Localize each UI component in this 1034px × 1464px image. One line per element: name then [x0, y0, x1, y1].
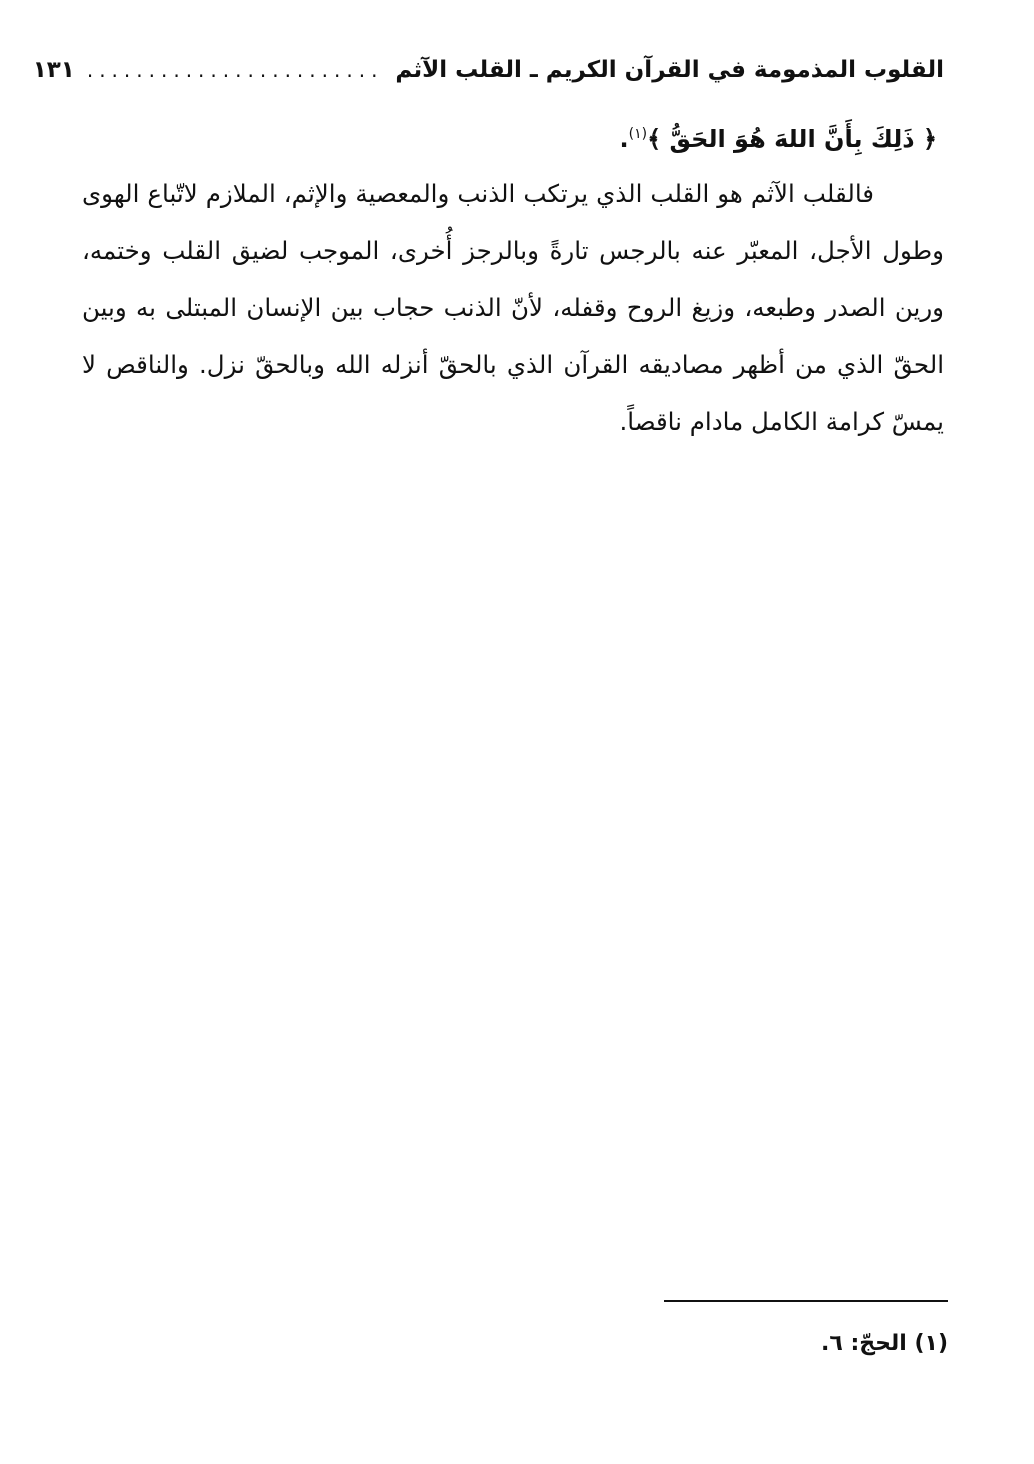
header-title: القلوب المذمومة في القرآن الكريم ـ القلب الآثم — [395, 57, 944, 83]
body-text — [82, 165, 944, 450]
running-header — [32, 48, 944, 92]
header-leader-dots: ........................ — [86, 58, 384, 82]
footnote-reference: (١) — [628, 126, 648, 142]
page-number: ١٣١ — [32, 57, 75, 83]
footnote-divider — [664, 1300, 948, 1302]
verse-end-punctuation: . — [619, 125, 629, 153]
body-paragraph: فالقلب الآثم هو القلب الذي يرتكب الذنب والمعصية والإثم، الملازم لاتّباع الهوى وطول الأجل، المعبّر عنه بالرجس تارةً وبالرجز أُخرى، الموجب لضيق القلب وختمه، ورين الصدر وطبعه، وزيغ الروح وقفله، لأنّ الذنب حجاب بين الإنسان المبتلى به وبين الحقّ الذي من أظهر مصاديقه القرآن الذي بالحقّ أنزله الله وبالحقّ نزل. والناقص لا يمسّ كرامة الكامل مادام ناقصاً. — [82, 179, 944, 436]
footnote: (١) الحجّ: ٦. — [821, 1331, 948, 1356]
verse-close-bracket: ﴾ — [647, 125, 662, 153]
verse-text: ذَلِكَ بِأَنَّ اللهَ هُوَ الحَقُّ — [669, 125, 915, 153]
verse-open-bracket: ﴿ — [922, 125, 937, 153]
quran-verse — [82, 110, 937, 163]
